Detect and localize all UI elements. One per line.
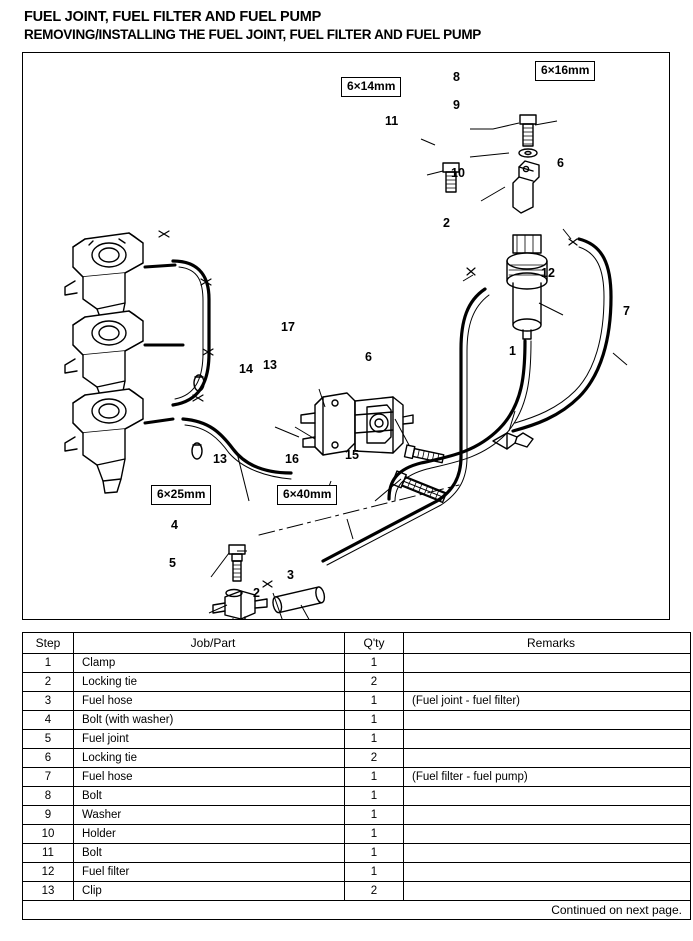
table-row — [23, 863, 691, 882]
callout-2-upper: 2 — [443, 216, 450, 230]
callout-5: 5 — [169, 556, 176, 570]
cell-qty: 1 — [345, 806, 404, 825]
cell-job: Washer — [74, 806, 345, 825]
cell-qty: 2 — [345, 749, 404, 768]
cell-job: Locking tie — [74, 749, 345, 768]
parts-table-body — [23, 654, 691, 920]
callout-4: 4 — [171, 518, 178, 532]
cell-job: Holder — [74, 825, 345, 844]
cell-job: Clamp — [74, 654, 345, 673]
table-row — [23, 768, 691, 787]
table-row — [23, 692, 691, 711]
callout-12: 12 — [541, 266, 555, 280]
table-row — [23, 882, 691, 901]
cell-step: 8 — [23, 787, 74, 806]
cell-job: Fuel filter — [74, 863, 345, 882]
cell-step: 7 — [23, 768, 74, 787]
callout-9: 9 — [453, 98, 460, 112]
cell-step: 11 — [23, 844, 74, 863]
continued-note: Continued on next page. — [23, 901, 691, 920]
callout-13-lower: 13 — [213, 452, 227, 466]
callout-7: 7 — [623, 304, 630, 318]
size-label-6x25: 6×25mm — [151, 485, 211, 505]
callout-6-upper: 6 — [557, 156, 564, 170]
cell-step: 4 — [23, 711, 74, 730]
callout-11: 11 — [385, 114, 399, 128]
cell-qty: 1 — [345, 730, 404, 749]
cell-step: 12 — [23, 863, 74, 882]
table-row — [23, 654, 691, 673]
cell-qty: 1 — [345, 768, 404, 787]
cell-remarks — [404, 882, 691, 901]
cell-job: Fuel joint — [74, 730, 345, 749]
table-row — [23, 730, 691, 749]
cell-step: 10 — [23, 825, 74, 844]
callout-14: 14 — [239, 362, 253, 376]
callout-1: 1 — [509, 344, 516, 358]
figure-drawing — [23, 53, 670, 620]
callout-8: 8 — [453, 70, 460, 84]
cell-remarks: (Fuel filter - fuel pump) — [404, 768, 691, 787]
cell-qty: 2 — [345, 882, 404, 901]
cell-step: 2 — [23, 673, 74, 692]
cell-qty: 1 — [345, 654, 404, 673]
cell-job: Locking tie — [74, 673, 345, 692]
cell-step: 13 — [23, 882, 74, 901]
cell-job: Bolt — [74, 787, 345, 806]
table-header-row — [23, 633, 691, 654]
table-row — [23, 673, 691, 692]
cell-remarks — [404, 749, 691, 768]
cell-remarks — [404, 711, 691, 730]
page-title: FUEL JOINT, FUEL FILTER AND FUEL PUMP — [24, 9, 322, 25]
cell-remarks — [404, 825, 691, 844]
cell-remarks — [404, 730, 691, 749]
table-row — [23, 825, 691, 844]
callout-16: 16 — [285, 452, 299, 466]
cell-step: 9 — [23, 806, 74, 825]
cell-remarks — [404, 673, 691, 692]
cell-qty: 1 — [345, 825, 404, 844]
cell-step: 3 — [23, 692, 74, 711]
page-title-block — [24, 8, 674, 43]
cell-qty: 1 — [345, 844, 404, 863]
callout-2-lower: 2 — [253, 586, 260, 600]
cell-qty: 1 — [345, 711, 404, 730]
size-label-6x14: 6×14mm — [341, 77, 401, 97]
callout-3: 3 — [287, 568, 294, 582]
cell-step: 6 — [23, 749, 74, 768]
column-header-qty: Q'ty — [345, 633, 404, 654]
cell-job: Bolt (with washer) — [74, 711, 345, 730]
cell-remarks: (Fuel joint - fuel filter) — [404, 692, 691, 711]
size-label-6x16: 6×16mm — [535, 61, 595, 81]
cell-step: 5 — [23, 730, 74, 749]
callout-15: 15 — [345, 448, 359, 462]
table-row — [23, 844, 691, 863]
cell-job: Fuel hose — [74, 768, 345, 787]
callout-17: 17 — [281, 320, 295, 334]
cell-qty: 1 — [345, 692, 404, 711]
column-header-step: Step — [23, 633, 74, 654]
callout-13-upper: 13 — [263, 358, 277, 372]
cell-qty: 2 — [345, 673, 404, 692]
cell-remarks — [404, 806, 691, 825]
callout-10: 10 — [451, 166, 465, 180]
table-row — [23, 806, 691, 825]
column-header-job: Job/Part — [74, 633, 345, 654]
cell-job: Fuel hose — [74, 692, 345, 711]
table-row — [23, 749, 691, 768]
cell-job: Bolt — [74, 844, 345, 863]
column-header-remarks: Remarks — [404, 633, 691, 654]
cell-qty: 1 — [345, 787, 404, 806]
cell-job: Clip — [74, 882, 345, 901]
parts-table-wrapper — [22, 632, 682, 920]
callout-6-pump: 6 — [365, 350, 372, 364]
parts-table — [22, 632, 691, 920]
size-label-6x40: 6×40mm — [277, 485, 337, 505]
page-subtitle: REMOVING/INSTALLING THE FUEL JOINT, FUEL FILTER AND FUEL PUMP — [24, 27, 481, 42]
cell-remarks — [404, 844, 691, 863]
cell-remarks — [404, 863, 691, 882]
cell-qty: 1 — [345, 863, 404, 882]
table-row — [23, 787, 691, 806]
cell-step: 1 — [23, 654, 74, 673]
cell-remarks — [404, 787, 691, 806]
table-footnote-row — [23, 901, 691, 920]
exploded-view-figure — [22, 52, 670, 620]
cell-remarks — [404, 654, 691, 673]
table-row — [23, 711, 691, 730]
